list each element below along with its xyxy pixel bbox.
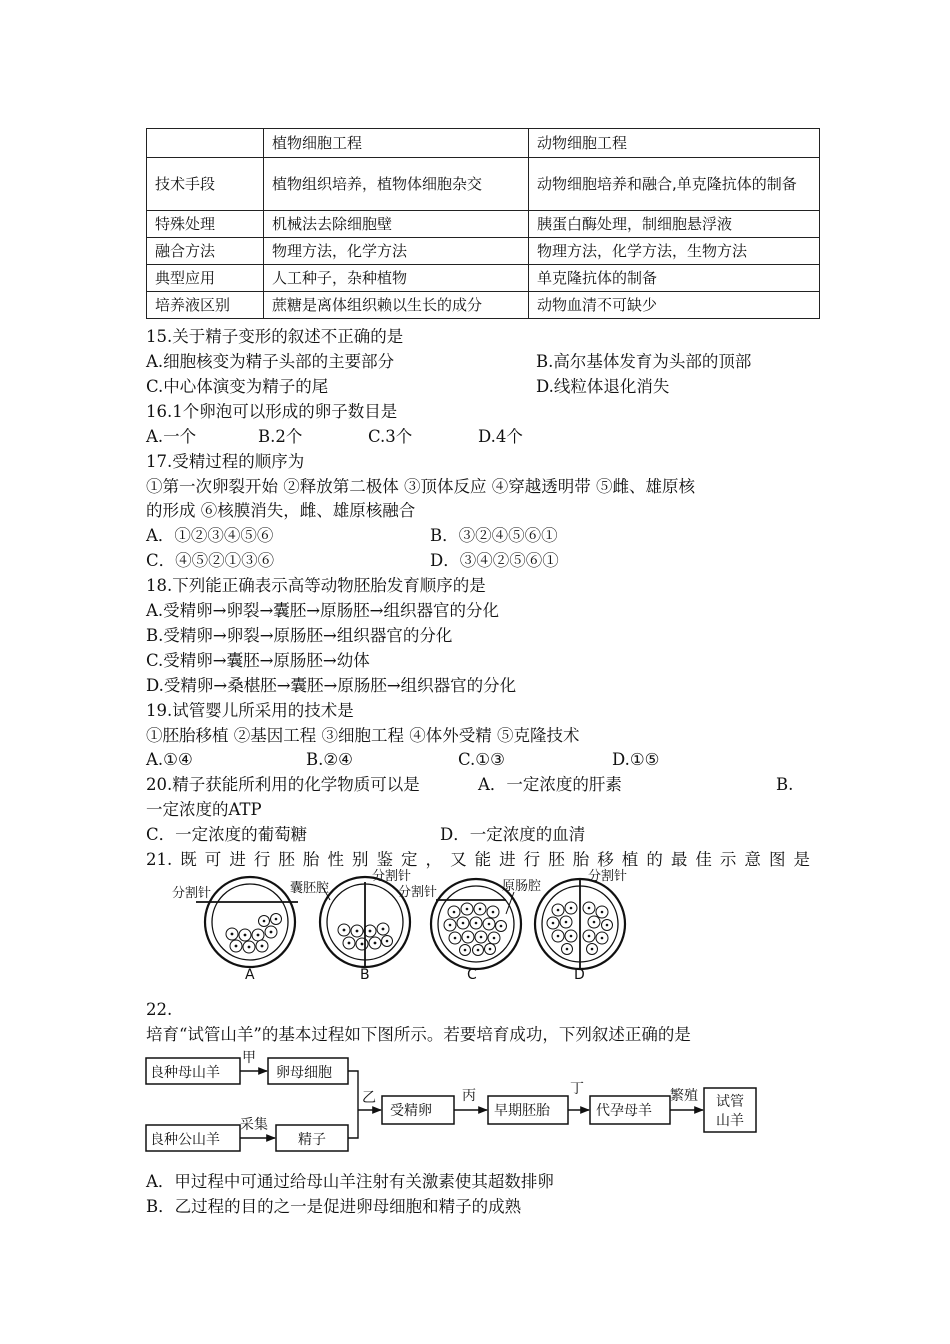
- diagram-b-label: B: [360, 967, 370, 983]
- q18-option-b: B.受精卵→卵裂→原肠胚→组织器官的分化: [146, 626, 453, 645]
- q21-stem: 21.既可进行胚胎性别鉴定，又能进行胚胎移植的最佳示意图是: [146, 850, 810, 869]
- table-cell: 培养液区别: [147, 292, 264, 319]
- label-result-line2: 山羊: [716, 1113, 744, 1129]
- q19-option-b: B.②④: [306, 750, 353, 769]
- needle-label: 分割针: [172, 886, 212, 901]
- table-cell: 单克隆抗体的制备: [529, 265, 820, 292]
- label-surrogate: 代孕母羊: [596, 1103, 652, 1119]
- table-cell: 动物血清不可缺少: [529, 292, 820, 319]
- q17-items-line1: ①第一次卵裂开始 ②释放第二极体 ③顶体反应 ④穿越透明带 ⑤雌、雄原核: [146, 477, 695, 496]
- label-zygote: 受精卵: [390, 1103, 432, 1119]
- q18-option-c: C.受精卵→囊胚→原肠胚→幼体: [146, 651, 370, 670]
- label-jia: 甲: [242, 1050, 256, 1066]
- q22-number: 22.: [146, 1000, 173, 1019]
- table-cell: 技术手段: [147, 158, 264, 211]
- table-cell: 融合方法: [147, 238, 264, 265]
- q19-option-d: D.①⑤: [612, 750, 660, 769]
- label-male-goat: 良种公山羊: [150, 1132, 220, 1148]
- label-oocyte: 卵母细胞: [276, 1065, 332, 1081]
- needle-label: 分割针: [372, 869, 412, 884]
- q20-option-c: C．一定浓度的葡萄糖: [146, 825, 308, 844]
- table-cell: 人工种子，杂种植物: [264, 265, 529, 292]
- q18-option-d: D.受精卵→桑椹胚→囊胚→原肠胚→组织器官的分化: [146, 676, 517, 695]
- label-collect: 采集: [240, 1117, 268, 1133]
- q22-stem: 培育“试管山羊”的基本过程如下图所示。若要培育成功，下列叙述正确的是: [146, 1025, 691, 1044]
- q15-option-a: A.细胞核变为精子头部的主要部分: [146, 352, 395, 371]
- q19-option-c: C.①③: [458, 750, 505, 769]
- label-result-line1: 试管: [716, 1094, 744, 1110]
- q20-option-d: D．一定浓度的血清: [440, 825, 586, 844]
- q18-option-a: A.受精卵→卵裂→囊胚→原肠胚→组织器官的分化: [146, 601, 499, 620]
- table-header-cell: 植物细胞工程: [264, 129, 529, 158]
- label-bing: 丙: [462, 1088, 476, 1104]
- q20-option-a: A．一定浓度的肝素: [478, 775, 622, 794]
- table-cell: 特殊处理: [147, 211, 264, 238]
- q17-stem: 17.受精过程的顺序为: [146, 452, 305, 471]
- q17-option-c: C．④⑤②①③⑥: [146, 551, 275, 570]
- table-cell: 机械法去除细胞壁: [264, 211, 529, 238]
- q15-option-c: C.中心体演变为精子的尾: [146, 377, 329, 396]
- q16-option-d: D.4个: [478, 427, 523, 446]
- q16-option-b: B.2个: [258, 427, 303, 446]
- q20-stem: 20.精子获能所利用的化学物质可以是: [146, 775, 420, 794]
- q17-items-line2: 的形成 ⑥核膜消失，雌、雄原核融合: [146, 501, 416, 520]
- label-female-goat: 良种母山羊: [150, 1065, 220, 1081]
- table-cell: 物理方法，化学方法: [264, 238, 529, 265]
- archenteron-label: 原肠腔: [502, 879, 542, 894]
- q17-option-a: A．①②③④⑤⑥: [146, 526, 274, 545]
- table-cell: 胰蛋白酶处理，制细胞悬浮液: [529, 211, 820, 238]
- blastocoel-label: 囊胚腔: [290, 881, 330, 896]
- label-yi: 乙: [362, 1090, 376, 1106]
- label-ding: 丁: [570, 1081, 584, 1097]
- label-breed: 繁殖: [670, 1088, 698, 1104]
- table-cell: 蔗糖是离体组织赖以生长的成分: [264, 292, 529, 319]
- label-early-embryo: 早期胚胎: [494, 1103, 550, 1119]
- q19-stem: 19.试管婴儿所采用的技术是: [146, 701, 354, 720]
- diagram-d-label: D: [574, 967, 585, 983]
- q15-stem: 15.关于精子变形的叙述不正确的是: [146, 327, 404, 346]
- q18-stem: 18.下列能正确表示高等动物胚胎发育顺序的是: [146, 576, 486, 595]
- diagram-a-label: A: [245, 967, 255, 983]
- q22-option-b: B．乙过程的目的之一是促进卵母细胞和精子的成熟: [146, 1197, 522, 1216]
- q17-option-d: D．③④②⑤⑥①: [430, 551, 559, 570]
- q19-option-a: A.①④: [146, 750, 193, 769]
- q16-option-c: C.3个: [368, 427, 413, 446]
- q19-items: ①胚胎移植 ②基因工程 ③细胞工程 ④体外受精 ⑤克隆技术: [146, 726, 580, 745]
- table-cell: 典型应用: [147, 265, 264, 292]
- q15-option-d: D.线粒体退化消失: [536, 377, 670, 396]
- q17-option-b: B．③②④⑤⑥①: [430, 526, 558, 545]
- needle-label: 分割针: [588, 869, 628, 884]
- table-header-cell: 动物细胞工程: [529, 129, 820, 158]
- q20-option-b-label: B.: [776, 775, 794, 794]
- needle-label: 分割针: [398, 885, 438, 900]
- q16-stem: 16.1个卵泡可以形成的卵子数目是: [146, 402, 398, 421]
- q22-option-a: A．甲过程中可通过给母山羊注射有关激素使其超数排卵: [146, 1172, 554, 1191]
- diagram-c-label: C: [467, 967, 477, 983]
- q15-option-b: B.高尔基体发育为头部的顶部: [536, 352, 752, 371]
- table-cell: 物理方法，化学方法，生物方法: [529, 238, 820, 265]
- q20-option-b-text: 一定浓度的ATP: [146, 800, 262, 819]
- q16-option-a: A.一个: [146, 427, 197, 446]
- label-sperm: 精子: [298, 1132, 326, 1148]
- table-cell: 动物细胞培养和融合,单克隆抗体的制备: [529, 158, 820, 211]
- table-cell: 植物组织培养，植物体细胞杂交: [264, 158, 529, 211]
